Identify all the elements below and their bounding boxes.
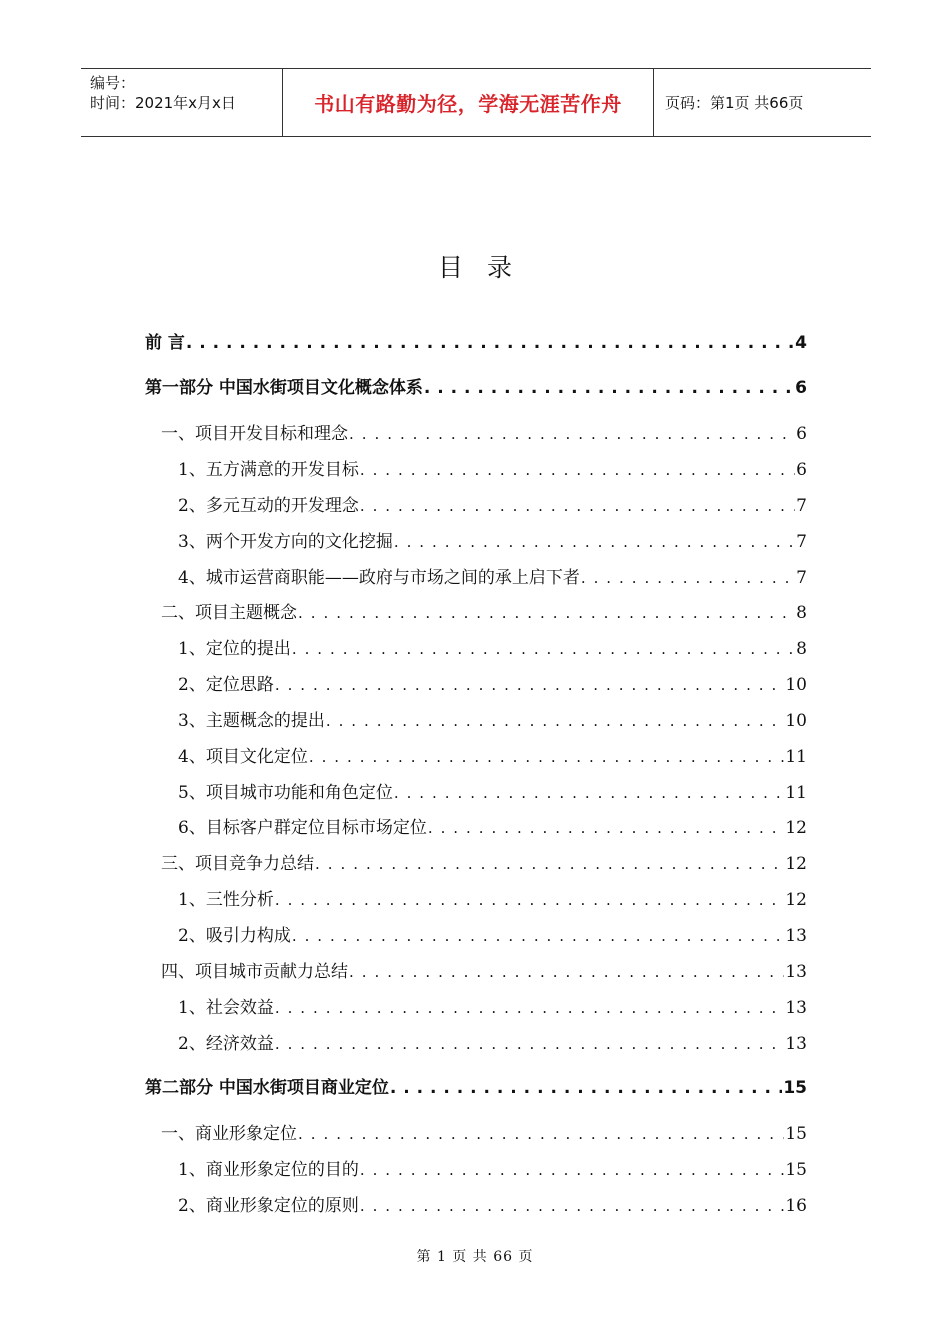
toc-leader-dots — [298, 604, 795, 622]
toc-entry-label: 前 言 — [145, 333, 185, 352]
toc-entry[interactable] — [145, 328, 807, 352]
toc-entry-label: 一、项目开发目标和理念 — [161, 424, 348, 443]
toc-entry-page: 6 — [796, 460, 807, 479]
toc-entry-page: 12 — [785, 890, 807, 909]
toc-entry-page: 6 — [795, 378, 807, 397]
toc-entry-page: 4 — [795, 333, 807, 352]
toc-entry-label: 2、经济效益 — [178, 1034, 274, 1053]
toc-leader-dots — [360, 1197, 785, 1215]
toc-entry[interactable] — [161, 598, 807, 622]
toc-entry-label: 2、定位思路 — [178, 675, 274, 694]
toc-entry-page: 8 — [796, 639, 807, 658]
toc-leader-dots — [349, 425, 795, 443]
toc-entry[interactable] — [161, 849, 807, 873]
toc-entry[interactable] — [178, 742, 807, 766]
toc-entry[interactable] — [178, 1155, 807, 1179]
toc-leader-dots — [315, 855, 784, 873]
toc-entry-label: 1、五方满意的开发目标 — [178, 460, 359, 479]
toc-entry[interactable] — [178, 634, 807, 658]
toc-leader-dots — [292, 640, 795, 658]
toc-leader-dots — [424, 378, 794, 397]
toc-leader-dots — [581, 569, 795, 587]
toc-entry[interactable] — [178, 527, 807, 551]
toc-leader-dots — [275, 891, 785, 909]
toc-leader-dots — [298, 1125, 784, 1143]
toc-entry-label: 三、项目竞争力总结 — [161, 854, 314, 873]
toc-leader-dots — [360, 461, 795, 479]
toc-entry-page: 15 — [785, 1160, 807, 1179]
toc-entry-label: 二、项目主题概念 — [161, 603, 297, 622]
toc-leader-dots — [275, 1035, 785, 1053]
toc-entry-page: 12 — [785, 854, 807, 873]
toc-entry[interactable] — [161, 419, 807, 443]
toc-leader-dots — [360, 1161, 785, 1179]
toc-entry-label: 一、商业形象定位 — [161, 1124, 297, 1143]
toc-leader-dots — [360, 497, 795, 515]
toc-entry-page: 7 — [796, 496, 807, 515]
toc-leader-dots — [292, 927, 785, 945]
toc-entry-page: 10 — [785, 675, 807, 694]
toc-entry-page: 11 — [785, 783, 807, 802]
toc-entry[interactable] — [178, 706, 807, 730]
document-header — [81, 68, 871, 137]
toc-entry-page: 7 — [796, 568, 807, 587]
time-label: 时间：2021年x月x日 — [90, 94, 236, 112]
toc-entry-label: 第二部分 中国水街项目商业定位 — [145, 1078, 389, 1097]
toc-entry-label: 4、项目文化定位 — [178, 747, 308, 766]
toc-leader-dots — [326, 712, 785, 730]
toc-entry-page: 10 — [785, 711, 807, 730]
toc-entry[interactable] — [178, 778, 807, 802]
toc-entry-page: 13 — [785, 1034, 807, 1053]
toc-entry[interactable] — [161, 957, 807, 981]
page-footer: 第 1 页 共 66 页 — [416, 1249, 534, 1265]
toc-entry[interactable] — [178, 921, 807, 945]
toc-entry[interactable] — [145, 1073, 807, 1097]
toc-entry-page: 11 — [785, 747, 807, 766]
toc-entry[interactable] — [178, 1191, 807, 1215]
toc-entry-label: 2、吸引力构成 — [178, 926, 291, 945]
toc-leader-dots — [186, 333, 794, 352]
toc-entry-label: 2、商业形象定位的原则 — [178, 1196, 359, 1215]
toc-entry[interactable] — [161, 1119, 807, 1143]
toc-entry-label: 1、定位的提出 — [178, 639, 291, 658]
toc-entry[interactable] — [178, 563, 807, 587]
toc-title: 目录 — [437, 253, 536, 282]
toc-entry-page: 6 — [796, 424, 807, 443]
toc-entry-page: 8 — [796, 603, 807, 622]
toc-leader-dots — [394, 784, 785, 802]
toc-entry[interactable] — [178, 993, 807, 1017]
toc-entry-page: 13 — [785, 926, 807, 945]
toc-entry-label: 1、三性分析 — [178, 890, 274, 909]
toc-entry[interactable] — [178, 813, 807, 837]
toc-entry-page: 7 — [796, 532, 807, 551]
toc-entry[interactable] — [178, 455, 807, 479]
toc-entry-page: 13 — [785, 998, 807, 1017]
toc-leader-dots — [428, 819, 785, 837]
toc-leader-dots — [394, 533, 795, 551]
toc-entry-label: 6、目标客户群定位目标市场定位 — [178, 818, 427, 837]
toc-entry[interactable] — [178, 491, 807, 515]
toc-leader-dots — [275, 676, 785, 694]
toc-entry-page: 12 — [785, 818, 807, 837]
toc-entry-label: 3、两个开发方向的文化挖掘 — [178, 532, 393, 551]
header-left-cell — [81, 69, 283, 136]
toc-entry-label: 2、多元互动的开发理念 — [178, 496, 359, 515]
toc-entry-label: 第一部分 中国水街项目文化概念体系 — [145, 378, 423, 397]
header-page-info: 页码：第1页 共66页 — [665, 94, 804, 112]
toc-entry-label: 1、商业形象定位的目的 — [178, 1160, 359, 1179]
toc-entry[interactable] — [178, 1029, 807, 1053]
toc-entry-label: 3、主题概念的提出 — [178, 711, 325, 730]
toc-entry[interactable] — [178, 670, 807, 694]
toc-leader-dots — [349, 963, 784, 981]
toc-entry-page: 13 — [785, 962, 807, 981]
toc-leader-dots — [275, 999, 785, 1017]
toc-entry-label: 4、城市运营商职能——政府与市场之间的承上启下者 — [178, 568, 580, 587]
toc-entry[interactable] — [145, 373, 807, 397]
toc-entry-page: 16 — [785, 1196, 807, 1215]
header-motto: 书山有路勤为径，学海无涯苦作舟 — [283, 69, 654, 136]
toc-entry-label: 5、项目城市功能和角色定位 — [178, 783, 393, 802]
code-label: 编号： — [90, 74, 136, 92]
toc-entry-page: 15 — [785, 1124, 807, 1143]
toc-entry[interactable] — [178, 885, 807, 909]
toc-leader-dots — [309, 748, 785, 766]
toc-entry-label: 四、项目城市贡献力总结 — [161, 962, 348, 981]
toc-entry-label: 1、社会效益 — [178, 998, 274, 1017]
toc-leader-dots — [390, 1078, 782, 1097]
toc-entry-page: 15 — [783, 1078, 807, 1097]
